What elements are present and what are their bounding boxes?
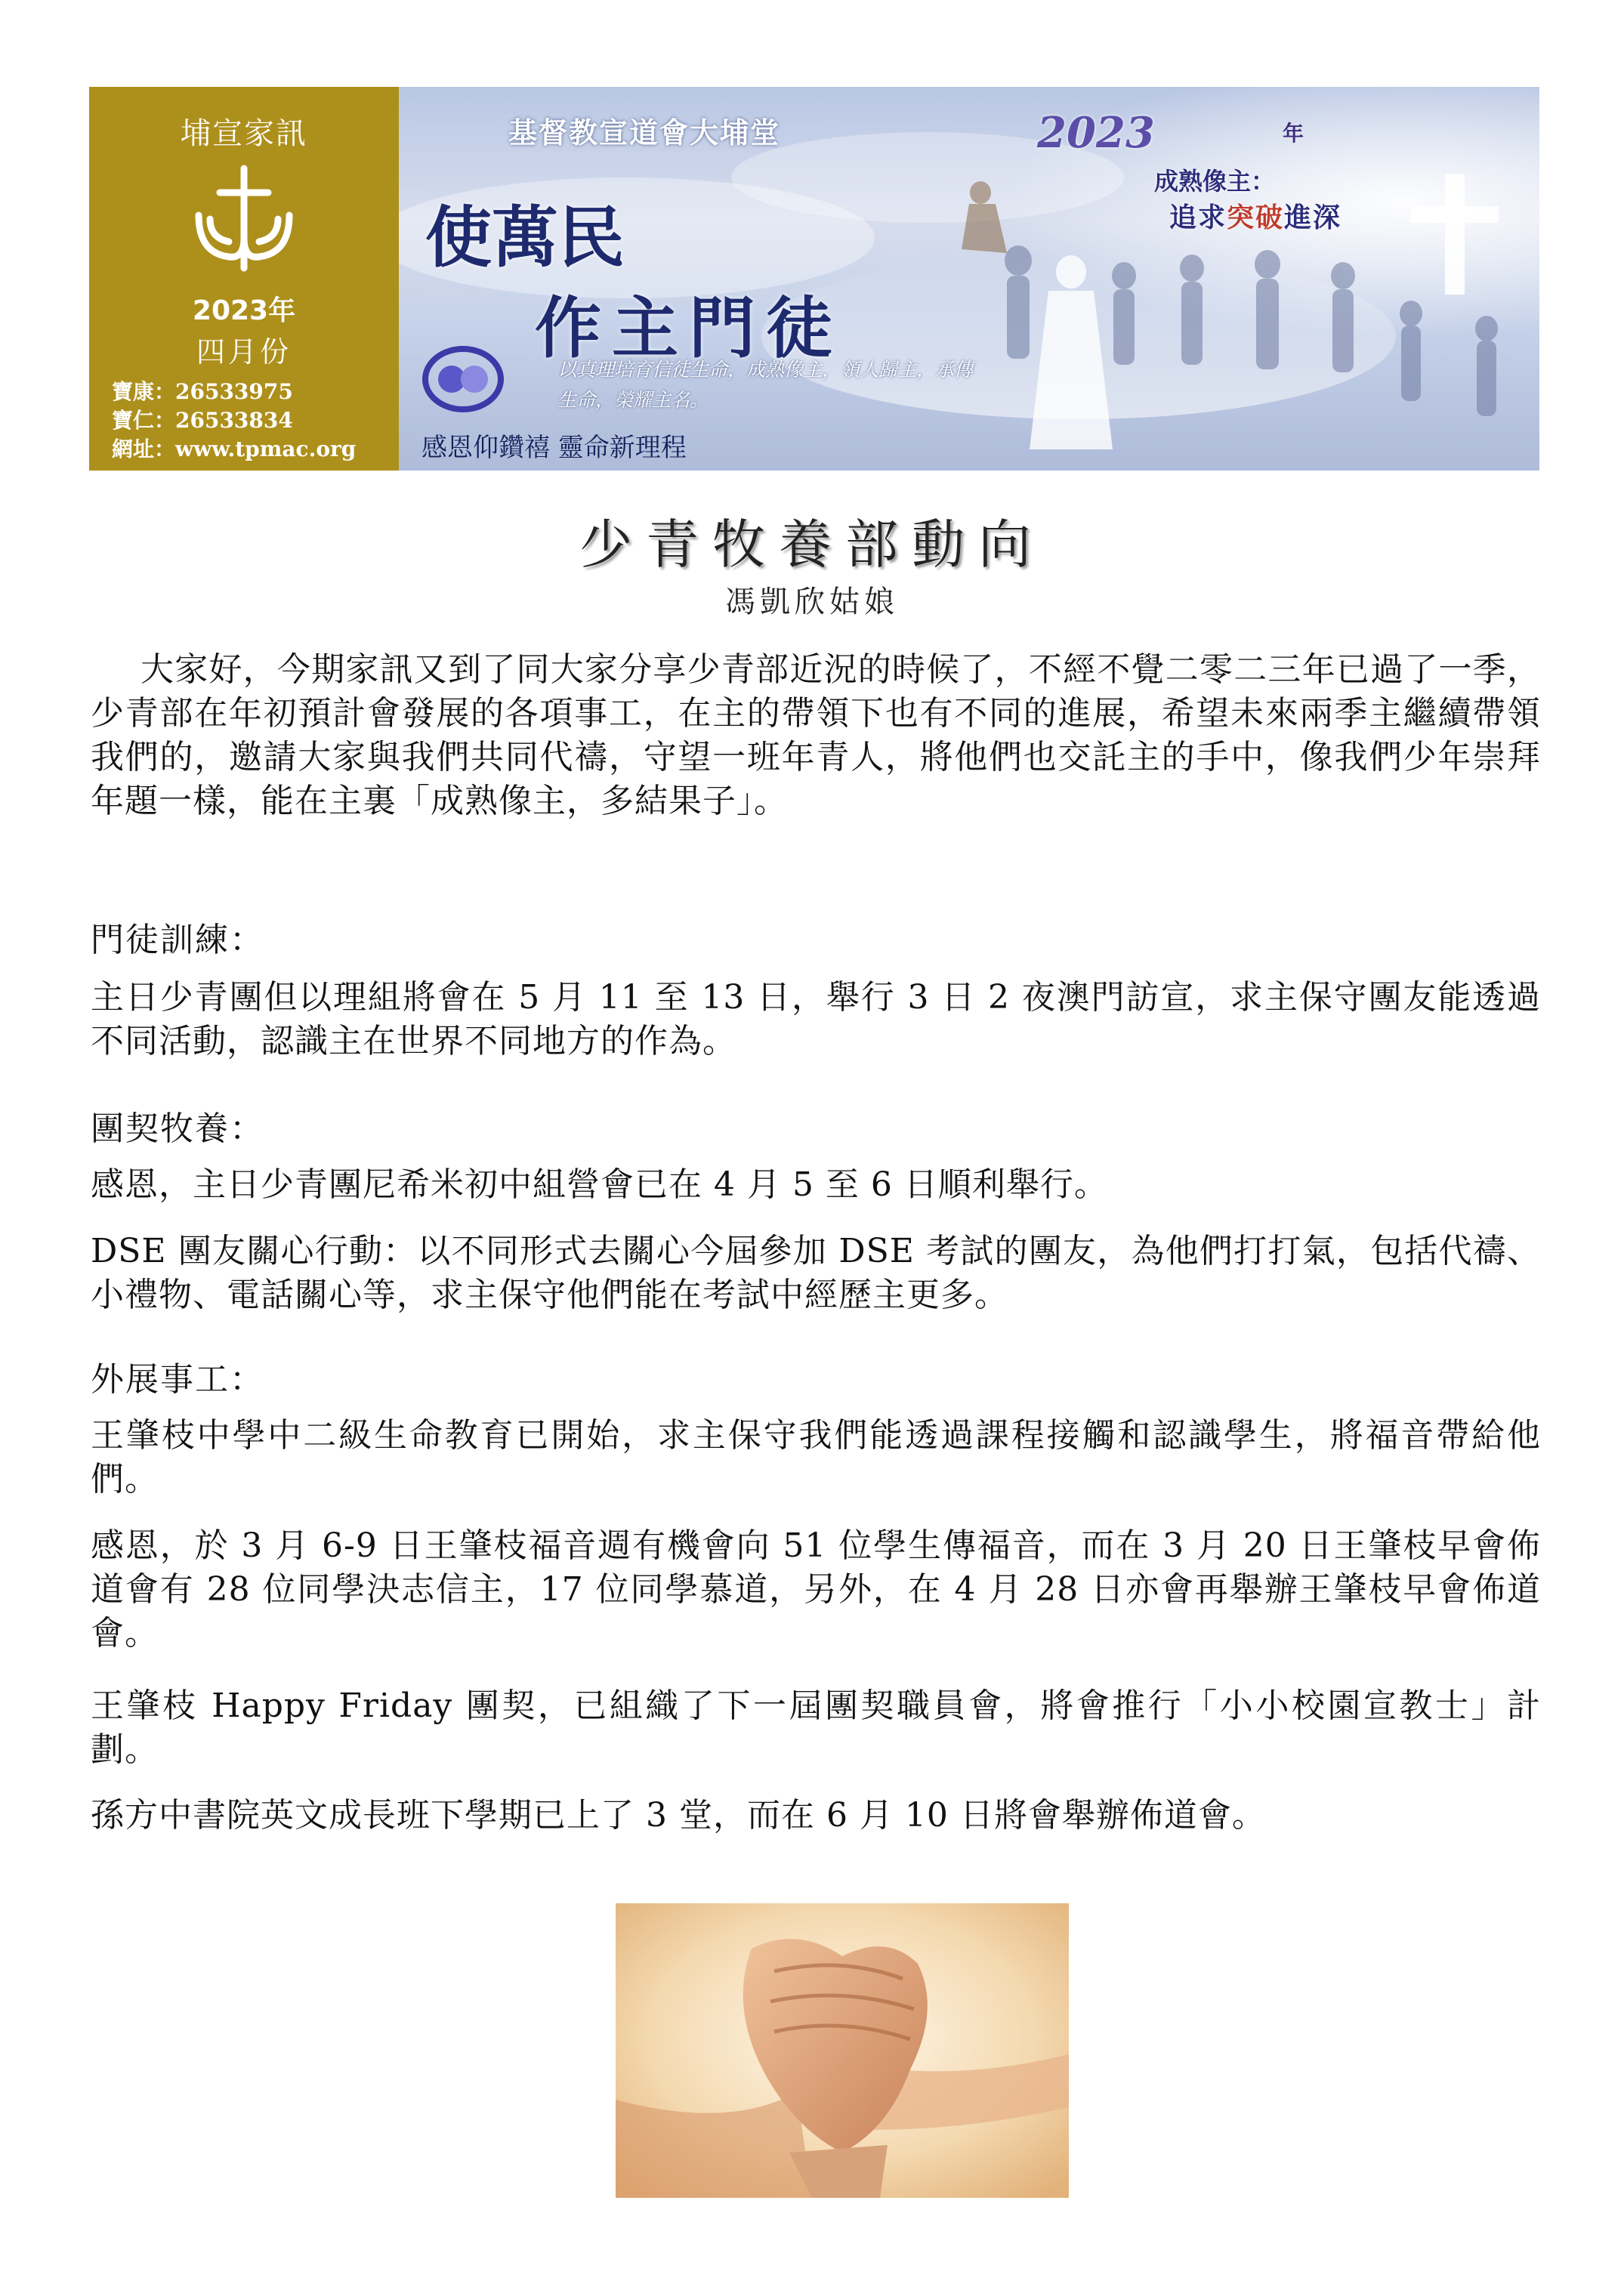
church-name: 基督教宣道會大埔堂	[508, 116, 781, 150]
section-paragraph: 感恩，於 3 月 6-9 日王肇枝福音週有機會向 51 位學生傳福音，而在 3 月 20 日王肇枝早會佈道會有 28 位同學決志信主，17 位同學慕道，另外，在 4 月 28 日亦會再舉辦王肇枝早會佈道會。	[91, 1526, 1541, 1653]
60th-anniversary-icon	[421, 345, 505, 417]
praying-hands-photo	[616, 1903, 1069, 2198]
year-theme-part-b: 突破	[1227, 202, 1285, 233]
publication-name: 埔宣家訊	[181, 116, 307, 151]
intro-paragraph: 大家好，今期家訊又到了同大家分享少青部近況的時候了，不經不覺二零二三年已過了一季，少青部在年初預計會發展的各項事工，在主的帶領下也有不同的進展，希望未來兩季主繼續帶領我們的，邀請大家與我們共同代禱，守望一班年青人，將他們也交託主的手中，像我們少年崇拜年題一樣，能在主裏「成熟像主，多結果子」。	[91, 650, 1541, 820]
section-paragraph: 感恩，主日少青團尼希米初中組營會已在 4 月 5 至 6 日順利舉行。	[91, 1165, 1108, 1204]
section-heading-outreach: 外展事工：	[91, 1360, 264, 1399]
year-theme-line-2	[1169, 196, 1341, 235]
section-paragraph: 王肇枝中學中二級生命教育已開始，求主保守我們能透過課程接觸和認識學生，將福音帶給他們。	[91, 1416, 1541, 1498]
year-theme-year: 2023	[1037, 108, 1155, 158]
year-theme-line-1: 成熟像主：	[1154, 167, 1276, 196]
section-paragraph: 孫方中書院英文成長班下學期已上了 3 堂，而在 6 月 10 日將會舉辦佈道會。	[91, 1796, 1266, 1835]
mission-statement: 以真理培育信徒生命，成熟像主，領人歸主，承傳生命，榮耀主名。	[557, 359, 974, 411]
contact-phone-2: 寶仁：26533834	[112, 408, 293, 433]
slogan-line-1: 使萬民	[425, 198, 625, 276]
contact-website: 網址：www.tpmac.org	[112, 437, 357, 461]
church-logo-icon	[184, 162, 304, 276]
year-theme-part-a: 追求	[1169, 202, 1227, 233]
section-heading-fellowship: 團契牧養：	[91, 1109, 264, 1148]
section-paragraph: 王肇枝 Happy Friday 團契，已組織了下一屆團契職員會，將會推行「小小校園宣教士」計劃。	[91, 1687, 1541, 1769]
slogan-line-2: 作主門徒	[535, 289, 844, 367]
article-author: 馮凱欣姑娘	[725, 585, 899, 619]
issue-month: 四月份	[196, 335, 292, 369]
anniversary-motto: 感恩仰鑽禧 靈命新理程	[421, 433, 687, 463]
header-banner	[89, 87, 1539, 471]
year-theme-part-c: 進深	[1284, 202, 1342, 233]
year-theme-suffix: 年	[1283, 121, 1304, 146]
banner-artwork	[399, 87, 1539, 471]
section-heading-discipleship: 門徒訓練：	[91, 921, 264, 959]
issue-year: 2023年	[192, 295, 296, 326]
article-title: 少青牧養部動向	[579, 514, 1045, 576]
contact-phone-1: 寶康：26533975	[112, 379, 293, 404]
section-paragraph: DSE 團友關心行動：以不同形式去關心今屆參加 DSE 考試的團友，為他們打打氣，包括代禱、小禮物、電話關心等，求主保守他們能在考試中經歷主更多。	[91, 1232, 1541, 1314]
issue-info-panel	[89, 87, 399, 471]
section-paragraph: 主日少青團但以理組將會在 5 月 11 至 13 日，舉行 3 日 2 夜澳門訪宣，求主保守團友能透過不同活動，認識主在世界不同地方的作為。	[91, 978, 1541, 1060]
